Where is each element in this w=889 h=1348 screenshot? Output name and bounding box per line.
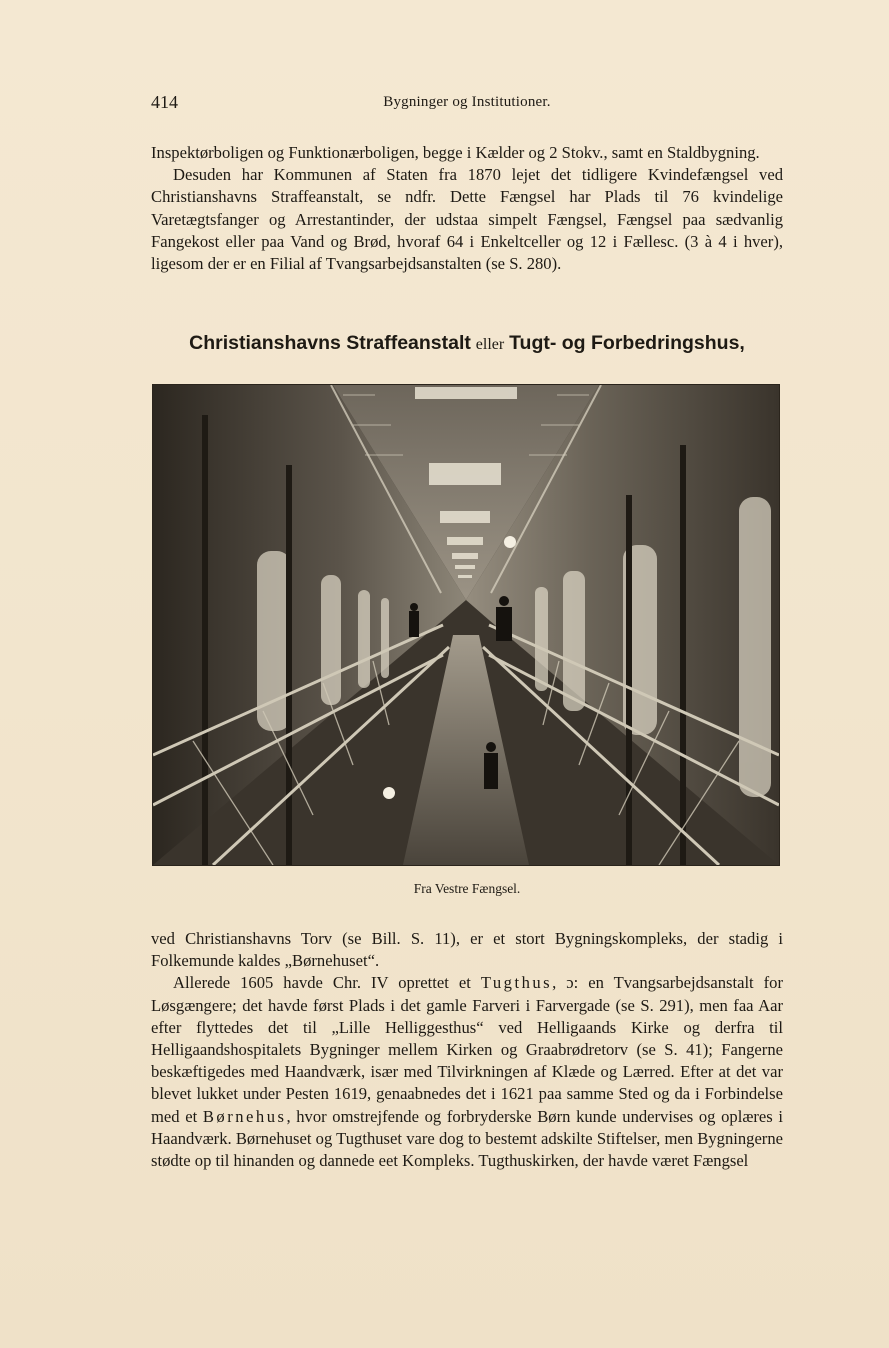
paragraph [151,972,783,1172]
text-run: , ɔ: en Tvangsarbejdsanstalt for Løsgængere; det havde først Plads i det gamle Farveri i Farvergade (se S. 291), men faa Aar efter flyttedes det til „Lille Helliggesthus“ ved Helligaands Kirke og derfra til Helligaandshospitalets Bygninger mellem Kirken og Graabrødretorv (se S. 41); Fangerne beskæftigedes med Haandværk, især med Tilvirkningen af Klæde og Lærred. Efter at det var blevet lukket under Pesten 1619, genaabnedes det i 1621 paa samme Sted og da i Forbindelse med et [151,973,783,1126]
top-text-block [151,142,783,275]
running-title: Bygninger og Institutioner. [383,94,551,110]
text-run: , hvor omstrejfende og forbryderske Børn kunde undervises og oplæres i Haandværk. Børnehuset og Tugthuset vare dog to bestemt adskilte Stiftelser, men Bygningerne stødte op til hinanden og dannede eet Kompleks. Tugthuskirken, der havde været Fængsel [151,1106,784,1171]
emphasis-bornehus: Børnehus [202,1106,287,1126]
prison-corridor-photo [152,384,780,866]
section-heading [151,332,783,355]
paragraph: Desuden har Kommunen af Staten fra 1870 lejet det tidligere Kvindefængsel ved Christianshavns Straffeanstalt, se ndfr. Dette Fængsel har Plads til 76 kvindelige Varetægtsfanger og Arrestantinder, der udstaa simpelt Fængsel, Fængsel paa sædvanlig Fangekost eller paa Vand og Brød, hvoraf 64 i Enkeltceller og 12 i Fællesc. (3 à 4 i hver), ligesom der er en Filial af Tvangsarbejdsanstalten (se S. 280). [151,165,783,274]
prison-corridor-illustration [153,385,779,865]
heading-connector: eller [475,336,505,353]
paragraph: ved Christianshavns Torv (se Bill. S. 11), er et stort Bygningskompleks, der stadig i Folkemunde kaldes „Børnehuset“. [151,929,783,971]
bottom-text-block [151,928,783,1172]
heading-title-part1: Christianshavns Straffeanstalt [189,332,471,354]
page-number: 414 [151,92,178,112]
page-header [151,92,783,116]
text-run: Allerede 1605 havde Chr. IV oprettet et [173,973,481,993]
emphasis-tugthus: Tugthus [480,973,553,993]
heading-title-part2: Tugt- og Forbedringshus, [509,332,745,354]
paragraph: Inspektørboligen og Funktionærboligen, begge i Kælder og 2 Stokv., samt en Staldbygning. [151,143,760,162]
figure-caption: Fra Vestre Fængsel. [413,881,521,896]
